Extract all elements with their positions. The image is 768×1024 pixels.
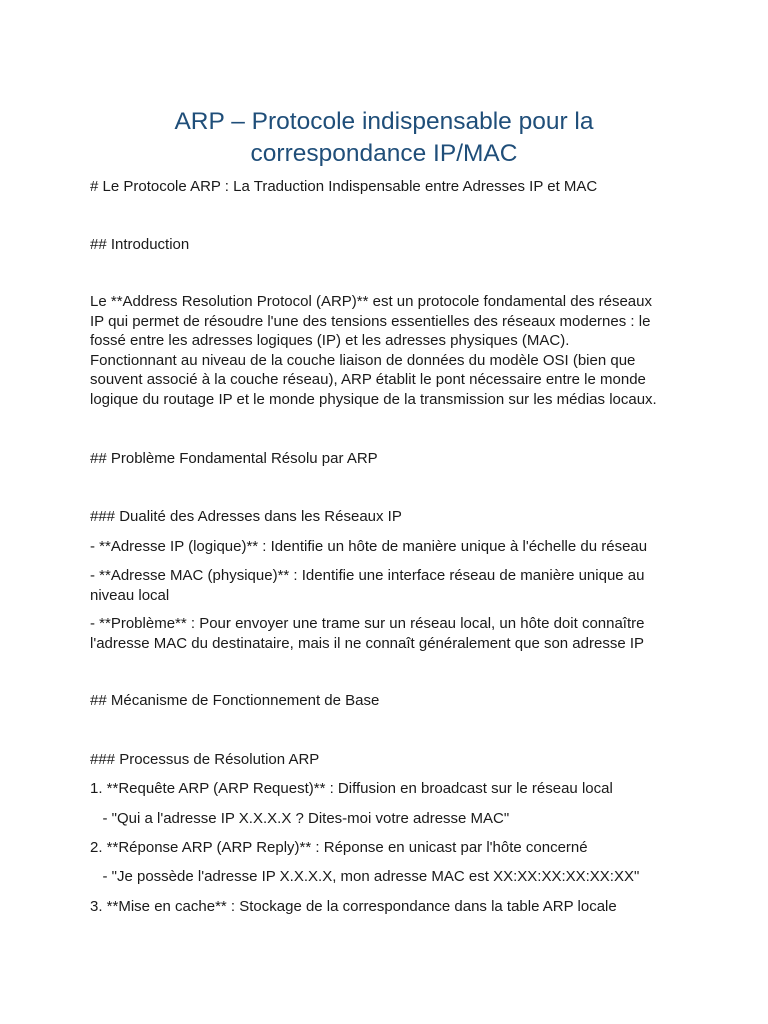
heading-introduction: ## Introduction [90, 236, 190, 253]
step-2-sub: - "Je possède l'adresse IP X.X.X.X, mon adresse MAC est XX:XX:XX:XX:XX:XX" [90, 868, 640, 885]
intro-line: Le **Address Resolution Protocol (ARP)** est un protocole fondamental des réseaux [90, 293, 652, 310]
bullet-adresse-mac [90, 566, 690, 605]
bullet-line: - **Problème** : Pour envoyer une trame sur un réseau local, un hôte doit connaître [90, 615, 645, 632]
document-title [90, 106, 678, 170]
bullet-line: l'adresse MAC du destinataire, mais il ne connaît généralement que son adresse IP [90, 634, 645, 652]
heading-dualite: ### Dualité des Adresses dans les Réseaux IP [90, 508, 402, 525]
step-1: 1. **Requête ARP (ARP Request)** : Diffusion en broadcast sur le réseau local [90, 780, 613, 797]
heading-mecanisme: ## Mécanisme de Fonctionnement de Base [90, 692, 380, 709]
intro-line: souvent associé à la couche réseau), ARP établit le pont nécessaire entre le monde [90, 371, 646, 389]
intro-line: IP qui permet de résoudre l'une des tensions essentielles des réseaux modernes : le [90, 312, 651, 330]
bullet-line: - **Adresse MAC (physique)** : Identifie une interface réseau de manière unique au [90, 567, 645, 584]
document-title-line-1: ARP – Protocole indispensable pour la [174, 108, 594, 135]
step-1-sub: - "Qui a l'adresse IP X.X.X.X ? Dites-moi votre adresse MAC" [90, 810, 510, 827]
bullet-adresse-ip: - **Adresse IP (logique)** : Identifie un hôte de manière unique à l'échelle du réseau [90, 538, 648, 555]
intro-line: Fonctionnant au niveau de la couche liaison de données du modèle OSI (bien que [90, 351, 636, 369]
step-3: 3. **Mise en cache** : Stockage de la correspondance dans la table ARP locale [90, 898, 617, 915]
bullet-probleme [90, 614, 690, 653]
heading-1: # Le Protocole ARP : La Traduction Indispensable entre Adresses IP et MAC [90, 178, 598, 195]
bullet-line: niveau local [90, 586, 170, 604]
intro-line: fossé entre les adresses logiques (IP) et les adresses physiques (MAC). [90, 332, 570, 350]
intro-line: logique du routage IP et le monde physique de la transmission sur les médias locaux. [90, 390, 657, 408]
document-title-line-2: correspondance IP/MAC [250, 140, 518, 167]
step-2: 2. **Réponse ARP (ARP Reply)** : Réponse en unicast par l'hôte concerné [90, 839, 588, 856]
intro-paragraph [90, 292, 690, 410]
heading-probleme: ## Problème Fondamental Résolu par ARP [90, 450, 378, 467]
heading-processus: ### Processus de Résolution ARP [90, 751, 320, 768]
